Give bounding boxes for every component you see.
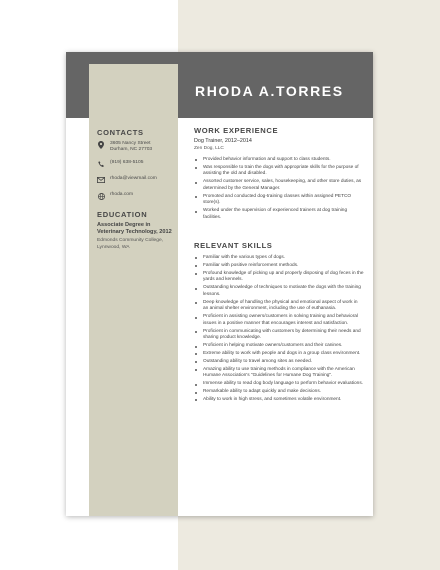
list-item: Familiar with positive reinforcement methods.: [194, 263, 364, 270]
contacts-heading: CONTACTS: [97, 128, 144, 137]
list-item: Provided behavior information and support to class students.: [194, 157, 364, 164]
email-address[interactable]: rhoda@viewmail.com: [110, 176, 157, 181]
list-item: Outstanding ability to travel among sites as needed.: [194, 359, 364, 366]
job-company: Zen Dog, LLC: [194, 146, 224, 151]
education-degree: Associate Degree in Veterinary Technology, 2012: [97, 222, 172, 235]
contact-email: [97, 176, 177, 184]
work-bullets: [194, 157, 364, 223]
list-item: Immense ability to read dog body language to perform behavior evaluations.: [194, 381, 364, 388]
list-item: Profound knowledge of picking up and properly disposing of dog feces in the yards and kennels.: [194, 271, 364, 284]
education-school: Edmonds Community College, Lynnwood, WA: [97, 238, 164, 250]
contact-website: [97, 192, 177, 200]
resume-page: [66, 52, 373, 516]
education-heading: EDUCATION: [97, 210, 148, 219]
list-item: Extreme ability to work with people and dogs in a group class environment.: [194, 351, 364, 358]
list-item: Familiar with the various types of dogs.: [194, 255, 364, 262]
list-item: Proficient in helping motivate owners/customers and their canines.: [194, 343, 364, 350]
website[interactable]: rhoda.com: [110, 192, 134, 197]
skills-bullets: [194, 255, 364, 405]
list-item: Worked under the supervision of experienced trainers at dog training facilities.: [194, 208, 364, 221]
list-item: Proficient in communicating with customers by determining their needs and sharing product knowledge.: [194, 329, 364, 342]
contact-phone: [97, 160, 177, 168]
list-item: Remarkable ability to adapt quickly and make decisions.: [194, 389, 364, 396]
address-line2: Durham, NC 27703: [110, 147, 153, 153]
list-item: Was responsible to train the dogs with appropriate skills for the purpose of assisting the old and disabled.: [194, 165, 364, 178]
list-item: Amazing ability to use training methods in compliance with the American Humane Association's "Guidelines for Humane Dog Training".: [194, 367, 364, 380]
list-item: Promoted and conducted dog-training classes within assigned PETCO store(s).: [194, 194, 364, 207]
list-item: Proficient in assisting owners/customers in solving training and behavioral issues in a positive manner that encourages interest and satisfaction.: [194, 314, 364, 327]
work-experience-heading: WORK EXPERIENCE: [194, 126, 279, 135]
globe-icon: [97, 192, 105, 200]
list-item: Ability to work in high stress, and sometimes volatile environment.: [194, 397, 364, 404]
phone-icon: [97, 160, 105, 168]
list-item: Deep knowledge of handling the physical and emotional aspect of work in an animal shelter environment, including the use of euthanasia.: [194, 300, 364, 313]
envelope-icon: [97, 176, 105, 184]
address-line1: 3605 Nancy Street: [110, 141, 151, 146]
job-title: Dog Trainer, 2012–2014: [194, 138, 252, 144]
phone-number: (919) 638-5105: [110, 160, 144, 165]
resume-name: RHODA A.TORRES: [195, 83, 344, 99]
location-pin-icon: [97, 141, 105, 149]
list-item: Assorted customer service, sales, housekeeping, and other store duties, as determined by the General Manager.: [194, 179, 364, 192]
contact-address: [97, 141, 177, 154]
relevant-skills-heading: RELEVANT SKILLS: [194, 241, 273, 250]
list-item: Outstanding knowledge of techniques to motivate the dogs with the training lessons.: [194, 285, 364, 298]
